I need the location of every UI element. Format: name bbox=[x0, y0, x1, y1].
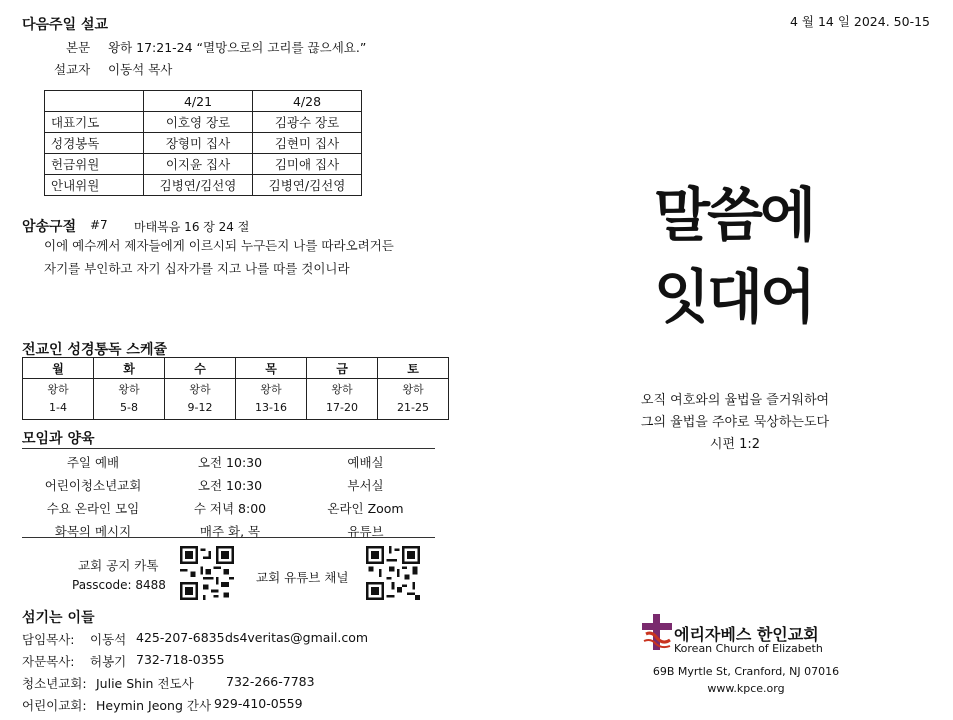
schedule-cell bbox=[165, 379, 236, 420]
table-row bbox=[45, 112, 362, 133]
cover-title-line2: 잇대어 bbox=[654, 263, 814, 331]
meeting-place: 온라인 Zoom bbox=[327, 500, 404, 516]
roster-role: 성경봉독 bbox=[45, 133, 144, 154]
bulletin-date: 4 월 14 일 2024. 50-15 bbox=[790, 14, 930, 29]
servant-name: Julie Shin 전도사 bbox=[96, 676, 194, 691]
roster-cell: 장형미 집사 bbox=[144, 133, 253, 154]
schedule-cell bbox=[94, 379, 165, 420]
memory-verse-line2: 자기를 부인하고 자기 십자가를 지고 나를 따를 것이니라 bbox=[44, 261, 350, 276]
table-row bbox=[22, 450, 435, 473]
cover-verse-ref: 시편 1:2 bbox=[709, 437, 761, 452]
table-row bbox=[23, 358, 449, 379]
schedule-day: 목 bbox=[236, 358, 307, 379]
meeting-name: 화목의 메시지 bbox=[54, 523, 132, 539]
schedule-chapters: 21-25 bbox=[397, 401, 429, 414]
roster-cell: 김미애 집사 bbox=[253, 154, 362, 175]
table-row bbox=[23, 379, 449, 420]
schedule-cell bbox=[236, 379, 307, 420]
table-row bbox=[22, 496, 435, 519]
servant-role: 어린이교회: bbox=[22, 698, 87, 713]
table-row bbox=[45, 154, 362, 175]
meeting-time: 수 저녁 8:00 bbox=[193, 500, 267, 516]
memory-verse-line1: 이에 예수께서 제자들에게 이르시되 누구든지 나를 따라오려거든 bbox=[44, 238, 394, 253]
reading-schedule-table bbox=[22, 357, 449, 420]
schedule-day: 화 bbox=[94, 358, 165, 379]
meetings-table bbox=[22, 450, 435, 542]
schedule-chapters: 5-8 bbox=[120, 401, 138, 414]
youtube-label: 교회 유튜브 채널 bbox=[256, 570, 349, 585]
schedule-cell bbox=[378, 379, 449, 420]
service-roster-table bbox=[44, 90, 362, 196]
kakao-label: 교회 공지 카톡 bbox=[78, 558, 159, 573]
meeting-name: 어린이청소년교회 bbox=[44, 477, 142, 493]
meeting-time: 오전 10:30 bbox=[197, 477, 263, 493]
servant-role: 청소년교회: bbox=[22, 676, 87, 691]
table-row bbox=[22, 473, 435, 496]
schedule-cell bbox=[23, 379, 94, 420]
servant-name: 이동석 bbox=[90, 632, 127, 647]
roster-header-empty bbox=[45, 91, 144, 112]
servant-phone: 425-207-6835 bbox=[136, 630, 225, 645]
servant-role: 담임목사: bbox=[22, 632, 75, 647]
table-row bbox=[22, 519, 435, 542]
memory-verse-heading: 암송구절 bbox=[22, 219, 77, 235]
servant-name: Heymin Jeong 간사 bbox=[96, 698, 212, 713]
roster-cell: 김병연/김선영 bbox=[144, 175, 253, 196]
schedule-day: 수 bbox=[165, 358, 236, 379]
servant-email: ds4veritas@gmail.com bbox=[225, 630, 369, 645]
schedule-chapters: 9-12 bbox=[187, 401, 213, 414]
servant-phone: 929-410-0559 bbox=[214, 696, 303, 711]
servant-name: 허봉기 bbox=[90, 654, 127, 669]
schedule-book: 왕하 bbox=[47, 383, 69, 396]
divider bbox=[22, 537, 435, 538]
table-row bbox=[45, 175, 362, 196]
church-address: 69B Myrtle St, Cranford, NJ 07016 bbox=[652, 665, 840, 678]
table-row bbox=[45, 91, 362, 112]
roster-cell: 이지윤 집사 bbox=[144, 154, 253, 175]
schedule-chapters: 1-4 bbox=[49, 401, 67, 414]
schedule-chapters: 17-20 bbox=[326, 401, 358, 414]
roster-cell: 김광수 장로 bbox=[253, 112, 362, 133]
meeting-time: 오전 10:30 bbox=[197, 454, 263, 470]
table-row bbox=[45, 133, 362, 154]
roster-cell: 김현미 집사 bbox=[253, 133, 362, 154]
schedule-day: 월 bbox=[23, 358, 94, 379]
roster-role: 대표기도 bbox=[45, 112, 144, 133]
roster-cell: 이호영 장로 bbox=[144, 112, 253, 133]
cover-verse-line1: 오직 여호와의 율법을 즐거워하여 bbox=[640, 393, 830, 408]
sermon-text-label: 본문 bbox=[66, 40, 91, 55]
sermon-heading: 다음주일 설교 bbox=[22, 17, 109, 33]
sermon-text-value: 왕하 17:21-24 “멸망으로의 고리를 끊으세요.” bbox=[108, 40, 367, 55]
roster-role: 헌금위원 bbox=[45, 154, 144, 175]
schedule-book: 왕하 bbox=[189, 383, 211, 396]
roster-header-date: 4/21 bbox=[144, 91, 253, 112]
schedule-chapters: 13-16 bbox=[255, 401, 287, 414]
church-cross-logo-icon bbox=[642, 614, 672, 650]
youtube-qr-code-icon[interactable] bbox=[366, 546, 420, 600]
schedule-heading: 전교인 성경통독 스케쥴 bbox=[22, 342, 167, 358]
schedule-book: 왕하 bbox=[260, 383, 282, 396]
roster-cell: 김병연/김선영 bbox=[253, 175, 362, 196]
roster-header-date: 4/28 bbox=[253, 91, 362, 112]
cover-verse-line2: 그의 율법을 주야로 묵상하는도다 bbox=[640, 415, 830, 430]
servant-phone: 732-266-7783 bbox=[226, 674, 315, 689]
schedule-day: 토 bbox=[378, 358, 449, 379]
cover-verse bbox=[590, 390, 880, 456]
schedule-book: 왕하 bbox=[118, 383, 140, 396]
memory-verse-ref: 마태복음 16 장 24 절 bbox=[134, 220, 250, 234]
roster-role: 안내위원 bbox=[45, 175, 144, 196]
meeting-place: 부서실 bbox=[347, 477, 384, 493]
meeting-name: 수요 온라인 모임 bbox=[46, 500, 140, 516]
servants-heading: 섬기는 이들 bbox=[22, 610, 95, 626]
divider bbox=[22, 448, 435, 449]
meeting-place: 예배실 bbox=[347, 454, 384, 470]
meetings-heading: 모임과 양육 bbox=[22, 431, 95, 447]
meeting-time: 매주 화, 목 bbox=[199, 523, 261, 539]
kakao-passcode: Passcode: 8488 bbox=[72, 578, 166, 592]
preacher-value: 이동석 목사 bbox=[108, 62, 173, 77]
church-name-en: Korean Church of Elizabeth bbox=[674, 642, 823, 655]
cover-title-line1: 말씀에 bbox=[654, 181, 814, 249]
schedule-book: 왕하 bbox=[402, 383, 424, 396]
schedule-day: 금 bbox=[307, 358, 378, 379]
memory-verse-number: #7 bbox=[90, 218, 108, 232]
servant-phone: 732-718-0355 bbox=[136, 652, 225, 667]
schedule-book: 왕하 bbox=[331, 383, 353, 396]
meeting-name: 주일 예배 bbox=[66, 454, 120, 470]
kakao-qr-code-icon[interactable] bbox=[180, 546, 234, 600]
schedule-cell bbox=[307, 379, 378, 420]
meeting-place: 유튜브 bbox=[347, 523, 384, 539]
church-website[interactable]: www.kpce.org bbox=[707, 682, 785, 695]
preacher-label: 설교자 bbox=[54, 62, 91, 77]
servant-role: 자문목사: bbox=[22, 654, 75, 669]
church-name-ko: 에리자베스 한인교회 bbox=[674, 625, 819, 644]
